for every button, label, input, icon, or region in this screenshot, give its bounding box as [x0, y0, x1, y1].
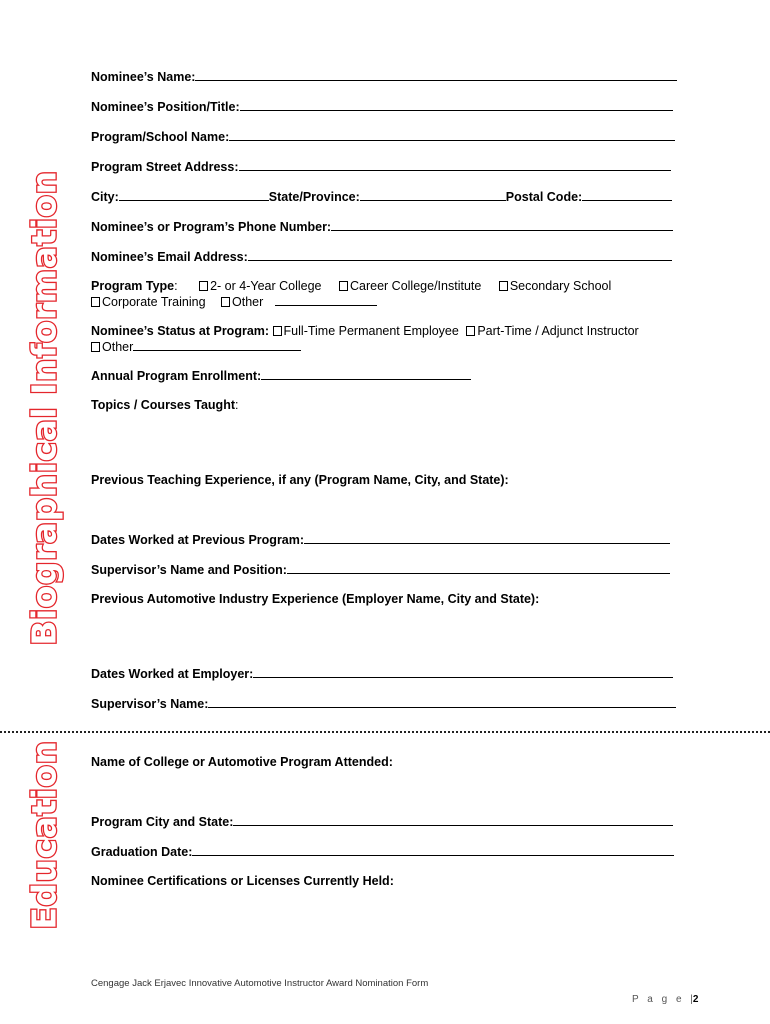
dates-prev-program-row — [91, 532, 670, 548]
city-state-postal-row — [91, 189, 672, 205]
program-school-field[interactable] — [229, 129, 675, 141]
other-status-option-label: Other — [102, 340, 134, 354]
parttime-checkbox[interactable] — [466, 326, 475, 336]
parttime-option-label: Part-Time / Adjunct Instructor — [477, 324, 639, 338]
college-checkbox[interactable] — [199, 281, 208, 291]
nominee-name-row — [91, 69, 677, 85]
program-school-row — [91, 129, 675, 145]
status-label: Nominee’s Status at Program: — [91, 324, 270, 338]
option-college[interactable] — [199, 279, 321, 294]
dates-employer-field[interactable] — [253, 666, 673, 678]
program-type-colon: : — [174, 279, 178, 293]
option-fulltime[interactable] — [273, 324, 459, 339]
graduation-date-label: Graduation Date: — [91, 845, 193, 859]
secondary-option-label: Secondary School — [509, 279, 612, 293]
supervisor-name-position-row — [91, 562, 670, 578]
section-title-education: Education — [24, 740, 64, 930]
email-label: Nominee’s Email Address: — [91, 250, 248, 264]
email-field[interactable] — [248, 249, 672, 261]
option-corporate[interactable] — [91, 295, 206, 310]
program-city-state-row — [91, 814, 673, 830]
dates-employer-row — [91, 666, 673, 682]
state-province-label: State/Province: — [268, 190, 360, 204]
section-title-biographical: Biographical Information — [24, 170, 64, 646]
supervisor-name-field[interactable] — [208, 696, 676, 708]
college-option-label: 2- or 4-Year College — [210, 279, 322, 293]
option-other-status[interactable] — [91, 340, 133, 355]
page-label: P a g e — [632, 994, 685, 1005]
dates-employer-label: Dates Worked at Employer: — [91, 667, 254, 681]
graduation-date-row — [91, 844, 674, 860]
position-title-label: Nominee’s Position/Title: — [91, 100, 240, 114]
program-city-state-field[interactable] — [233, 814, 673, 826]
status-row — [91, 324, 639, 339]
option-secondary[interactable] — [499, 279, 611, 294]
corporate-checkbox[interactable] — [91, 297, 100, 307]
college-attended-label: Name of College or Automotive Program Attended: — [91, 755, 393, 769]
street-address-field[interactable] — [239, 159, 671, 171]
supervisor-name-position-label: Supervisor’s Name and Position: — [91, 563, 287, 577]
graduation-date-field[interactable] — [192, 844, 674, 856]
supervisor-name-label: Supervisor’s Name: — [91, 697, 209, 711]
postal-code-label: Postal Code: — [505, 190, 583, 204]
program-type-row-2 — [91, 294, 377, 310]
dates-prev-program-field[interactable] — [304, 532, 670, 544]
program-type-row — [91, 279, 611, 294]
other-status-checkbox[interactable] — [91, 342, 100, 352]
position-title-row — [91, 99, 673, 115]
option-other-type[interactable] — [221, 295, 263, 310]
program-school-label: Program/School Name: — [91, 130, 230, 144]
page-number: P a g e |2 — [632, 994, 699, 1005]
topics-row[interactable] — [91, 398, 238, 413]
secondary-checkbox[interactable] — [499, 281, 508, 291]
other-type-option-label: Other — [232, 295, 264, 309]
phone-field[interactable] — [331, 219, 673, 231]
topics-label: Topics / Courses Taught — [91, 398, 235, 412]
email-row — [91, 249, 672, 265]
city-field[interactable] — [119, 189, 269, 201]
dates-prev-program-label: Dates Worked at Previous Program: — [91, 533, 305, 547]
fulltime-option-label: Full-Time Permanent Employee — [283, 324, 459, 338]
other-status-field[interactable] — [133, 339, 301, 351]
topics-colon: : — [235, 398, 239, 412]
state-province-field[interactable] — [360, 189, 506, 201]
career-checkbox[interactable] — [339, 281, 348, 291]
prev-teaching-row[interactable] — [91, 473, 509, 488]
program-type-label: Program Type — [91, 279, 175, 293]
fulltime-checkbox[interactable] — [273, 326, 282, 336]
career-option-label: Career College/Institute — [350, 279, 482, 293]
nominee-name-label: Nominee’s Name: — [91, 70, 196, 84]
phone-row — [91, 219, 673, 235]
other-type-field[interactable] — [275, 294, 377, 306]
page-number-value: 2 — [692, 994, 699, 1005]
corporate-option-label: Corporate Training — [102, 295, 206, 309]
option-parttime[interactable] — [466, 324, 638, 339]
prev-industry-row[interactable] — [91, 592, 539, 607]
enrollment-label: Annual Program Enrollment: — [91, 369, 262, 383]
street-address-row — [91, 159, 671, 175]
supervisor-name-position-field[interactable] — [287, 562, 670, 574]
enrollment-field[interactable] — [261, 368, 471, 380]
certifications-label: Nominee Certifications or Licenses Currently Held: — [91, 874, 394, 888]
nominee-name-field[interactable] — [195, 69, 677, 81]
other-type-checkbox[interactable] — [221, 297, 230, 307]
enrollment-row — [91, 368, 471, 384]
position-title-field[interactable] — [240, 99, 673, 111]
prev-industry-label: Previous Automotive Industry Experience (Employer Name, City and State): — [91, 592, 540, 606]
prev-teaching-label: Previous Teaching Experience, if any (Program Name, City, and State): — [91, 473, 509, 487]
section-divider — [0, 731, 770, 733]
phone-label: Nominee’s or Program’s Phone Number: — [91, 220, 332, 234]
footer-form-name: Cengage Jack Erjavec Innovative Automotive Instructor Award Nomination Form — [91, 978, 429, 989]
street-address-label: Program Street Address: — [91, 160, 239, 174]
program-city-state-label: Program City and State: — [91, 815, 234, 829]
status-row-2 — [91, 339, 301, 355]
postal-code-field[interactable] — [582, 189, 672, 201]
college-attended-row[interactable] — [91, 755, 393, 770]
option-career[interactable] — [339, 279, 481, 294]
supervisor-name-row — [91, 696, 676, 712]
certifications-row[interactable] — [91, 874, 394, 889]
city-label: City: — [91, 190, 119, 204]
